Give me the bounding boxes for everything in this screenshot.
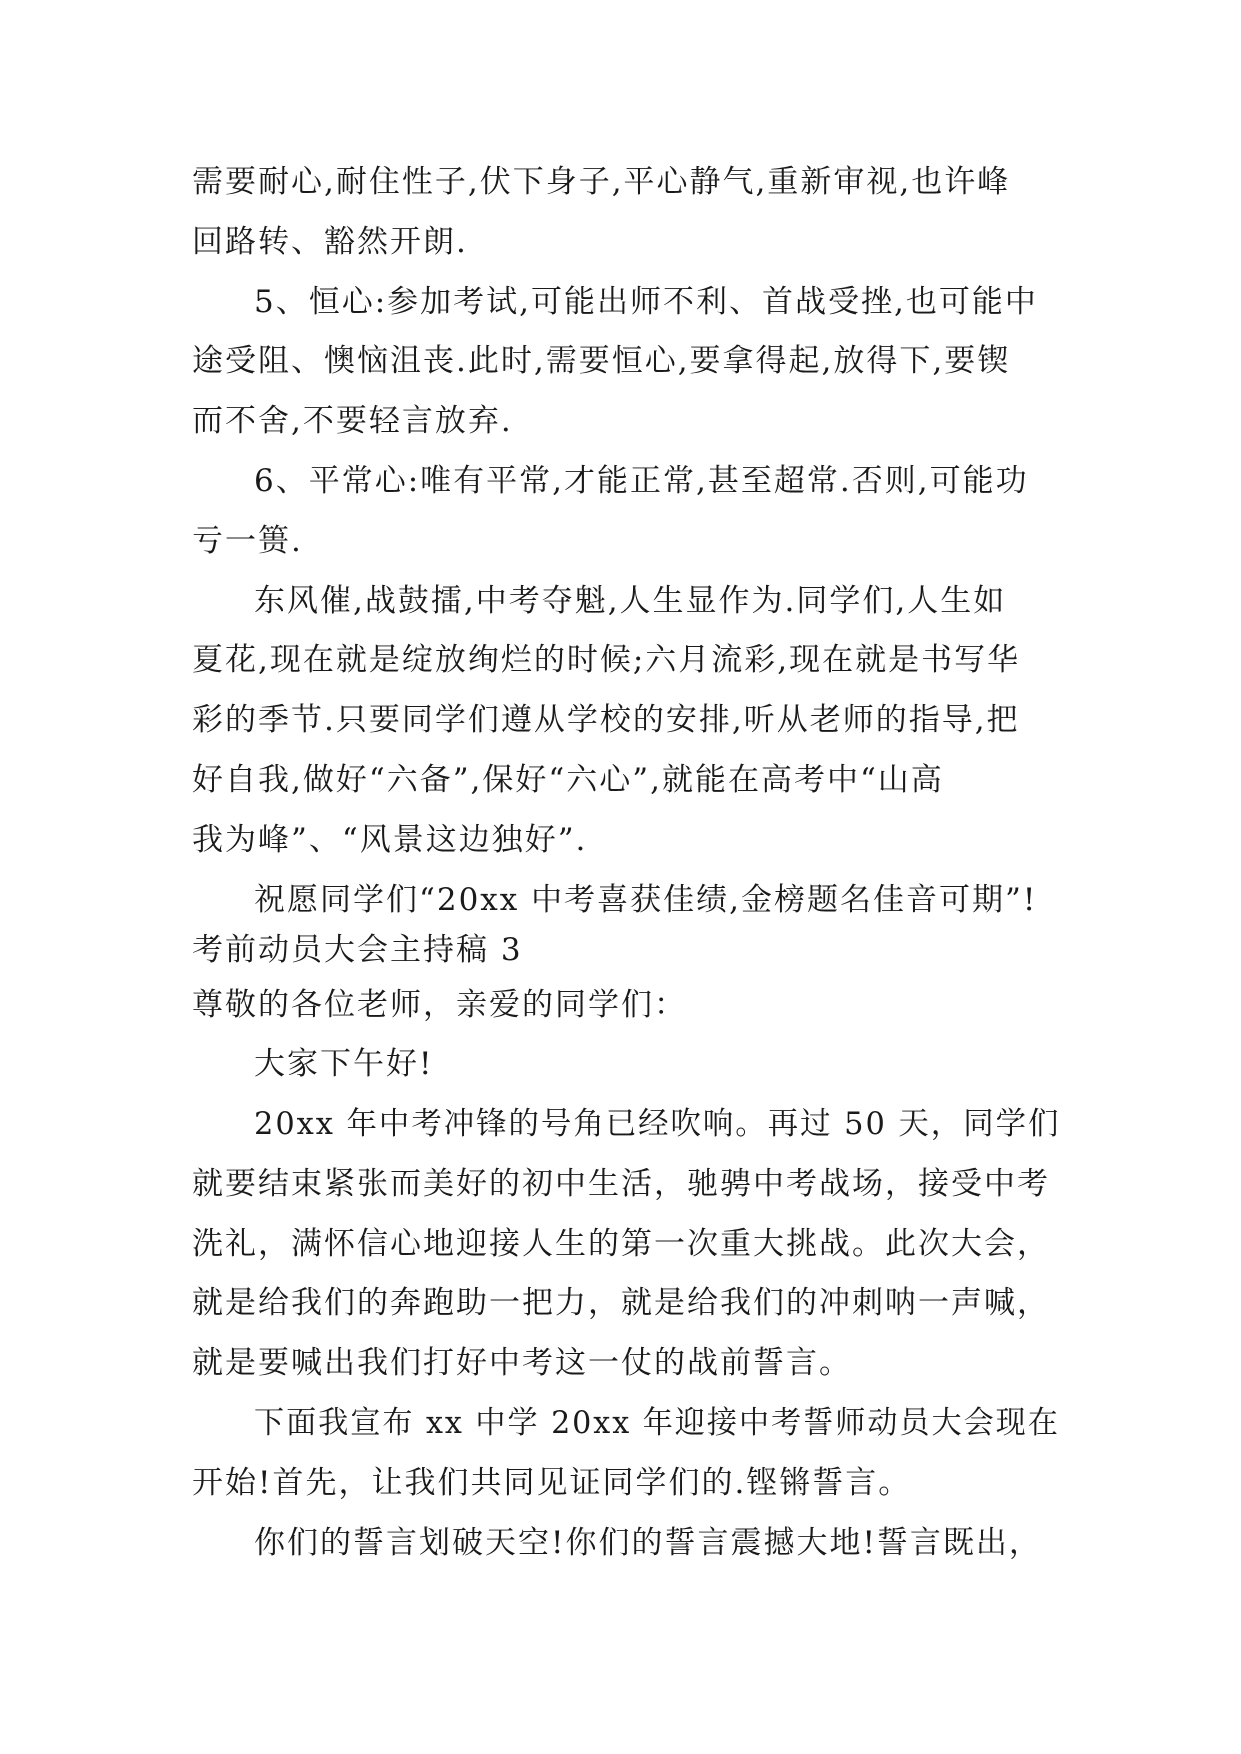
- text-line: 彩的季节.只要同学们遵从学校的安排,听从老师的指导,把: [192, 702, 1020, 738]
- text-line: 就要结束紧张而美好的初中生活，驰骋中考战场，接受中考: [192, 1166, 1050, 1202]
- text-line: 而不舍,不要轻言放弃.: [192, 403, 513, 439]
- text-line: 就是给我们的奔跑助一把力，就是给我们的冲刺呐一声喊，: [192, 1285, 1050, 1321]
- text-line: 亏一篑.: [192, 523, 303, 559]
- text-line: 东风催,战鼓擂,中考夺魁,人生显作为.同学们,人生如: [254, 583, 1007, 619]
- section-heading: 考前动员大会主持稿 3: [192, 932, 523, 968]
- text-line: 祝愿同学们“20xx 中考喜获佳绩,金榜题名佳音可期”!: [254, 882, 1038, 918]
- text-line: 好自我,做好“六备”,保好“六心”,就能在高考中“山高: [192, 762, 944, 798]
- text-line: 20xx 年中考冲锋的号角已经吹响。再过 50 天，同学们: [254, 1106, 1061, 1142]
- text-line: 你们的誓言划破天空!你们的誓言震撼大地!誓言既出，: [254, 1525, 1042, 1561]
- salutation: 尊敬的各位老师，亲爱的同学们：: [192, 987, 687, 1023]
- text-line: 夏花,现在就是绽放绚烂的时候;六月流彩,现在就是书写华: [192, 642, 1021, 678]
- text-line: 下面我宣布 xx 中学 20xx 年迎接中考誓师动员大会现在: [254, 1405, 1060, 1441]
- text-line: 回路转、豁然开朗.: [192, 224, 468, 260]
- text-line: 就是要喊出我们打好中考这一仗的战前誓言。: [192, 1345, 852, 1381]
- text-line: 途受阻、懊恼沮丧.此时,需要恒心,要拿得起,放得下,要锲: [192, 343, 1011, 379]
- text-line: 需要耐心,耐住性子,伏下身子,平心静气,重新审视,也许峰: [192, 164, 1011, 200]
- text-line: 洗礼，满怀信心地迎接人生的第一次重大挑战。此次大会，: [192, 1226, 1050, 1262]
- greeting: 大家下午好!: [254, 1046, 434, 1082]
- text-line: 6、平常心:唯有平常,才能正常,甚至超常.否则,可能功: [254, 463, 1029, 499]
- text-line: 开始!首先，让我们共同见证同学们的.铿锵誓言。: [192, 1465, 912, 1501]
- text-line: 5、恒心:参加考试,可能出师不利、首战受挫,也可能中: [254, 284, 1038, 320]
- text-line: 我为峰”、“风景这边独好”.: [192, 822, 588, 858]
